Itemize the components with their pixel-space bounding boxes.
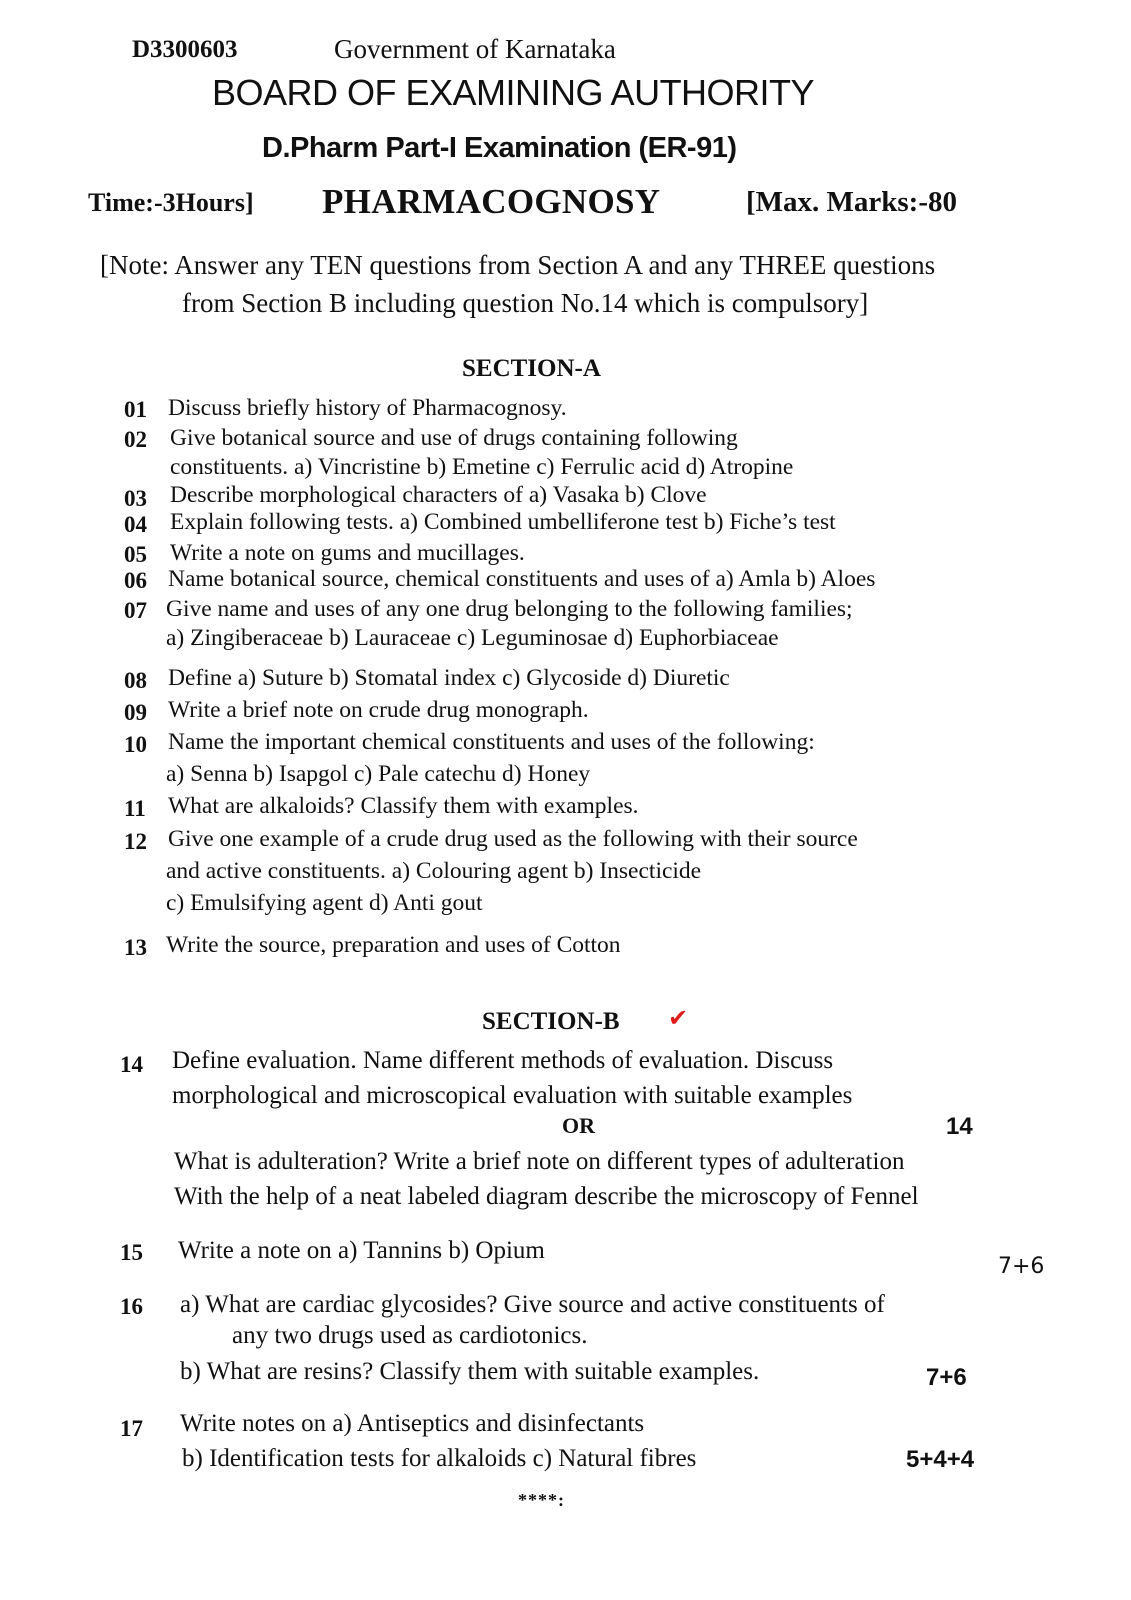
- question-number: 04: [124, 512, 147, 537]
- marks-allocation: 7+6: [926, 1364, 967, 1391]
- question-text: Write a note on gums and mucillages.: [170, 540, 525, 566]
- question-text: any two drugs used as cardiotonics.: [232, 1322, 588, 1349]
- question-text: With the help of a neat labeled diagram describe the microscopy of Fennel: [174, 1183, 919, 1210]
- instruction-note-line-2: from Section B including question No.14 which is compulsory]: [182, 288, 869, 318]
- question-number: 01: [124, 397, 147, 422]
- question-number: 12: [124, 829, 147, 854]
- question-text: What are alkaloids? Classify them with examples.: [168, 793, 639, 819]
- exam-title: D.Pharm Part-I Examination (ER-91): [262, 132, 737, 164]
- or-separator: OR: [562, 1113, 595, 1138]
- question-text: Name botanical source, chemical constituents and uses of a) Amla b) Aloes: [168, 566, 876, 592]
- question-text: a) Senna b) Isapgol c) Pale catechu d) Honey: [166, 761, 591, 787]
- question-text: Write a brief note on crude drug monograph.: [168, 697, 589, 723]
- max-marks: [Max. Marks:-80: [746, 186, 958, 218]
- section-a-heading: SECTION-A: [462, 355, 601, 382]
- question-text: Give one example of a crude drug used as the following with their source: [168, 826, 858, 852]
- question-text: Explain following tests. a) Combined umbelliferone test b) Fiche’s test: [170, 509, 836, 535]
- question-text: Write notes on a) Antiseptics and disinfectants: [180, 1410, 645, 1437]
- question-number: 09: [124, 700, 147, 725]
- end-of-paper-mark: ****:: [518, 1490, 565, 1510]
- question-number: 06: [124, 568, 147, 593]
- marks-allocation: 14: [946, 1113, 973, 1140]
- question-text: Define a) Suture b) Stomatal index c) Glycoside d) Diuretic: [168, 665, 730, 691]
- question-number: 13: [124, 935, 147, 960]
- time-allowed: Time:-3Hours]: [88, 188, 254, 217]
- question-text: Write a note on a) Tannins b) Opium: [178, 1237, 545, 1264]
- paper-code: D3300603: [132, 36, 238, 63]
- question-text: Define evaluation. Name different methods of evaluation. Discuss: [172, 1047, 834, 1074]
- question-text: b) What are resins? Classify them with suitable examples.: [180, 1358, 760, 1385]
- question-text: and active constituents. a) Colouring agent b) Insecticide: [166, 858, 702, 884]
- question-text: a) What are cardiac glycosides? Give source and active constituents of: [180, 1291, 885, 1318]
- question-text: Write the source, preparation and uses of Cotton: [166, 932, 621, 958]
- question-number: 05: [124, 542, 147, 567]
- question-text: morphological and microscopical evaluation with suitable examples: [172, 1082, 853, 1109]
- question-number: 07: [124, 598, 147, 623]
- section-b-heading: SECTION-B: [482, 1008, 620, 1035]
- question-number: 08: [124, 668, 147, 693]
- question-number: 15: [120, 1240, 143, 1265]
- question-number: 10: [124, 732, 147, 757]
- question-number: 16: [120, 1294, 143, 1319]
- question-text: Give botanical source and use of drugs containing following: [170, 425, 738, 451]
- board-heading: BOARD OF EXAMINING AUTHORITY: [212, 72, 815, 113]
- instruction-note-line-1: [Note: Answer any TEN questions from Section A and any THREE questions: [100, 250, 936, 280]
- marks-allocation: 5+4+4: [906, 1446, 975, 1473]
- question-text: Discuss briefly history of Pharmacognosy.: [168, 395, 567, 421]
- marks-allocation: 7+6: [998, 1254, 1045, 1279]
- question-number: 17: [120, 1416, 143, 1441]
- question-number: 11: [124, 796, 146, 821]
- subject-title: PHARMACOGNOSY: [322, 182, 661, 221]
- question-text: Give name and uses of any one drug belonging to the following families;: [166, 596, 853, 622]
- question-number: 02: [124, 427, 147, 452]
- question-text: a) Zingiberaceae b) Lauraceae c) Leguminosae d) Euphorbiaceae: [166, 625, 779, 651]
- question-text: c) Emulsifying agent d) Anti gout: [166, 890, 483, 916]
- government-heading: Government of Karnataka: [334, 34, 616, 64]
- question-number: 03: [124, 486, 147, 511]
- question-number: 14: [120, 1052, 143, 1077]
- question-text: What is adulteration? Write a brief note on different types of adulteration: [174, 1148, 905, 1175]
- question-text: b) Identification tests for alkaloids c) Natural fibres: [182, 1445, 697, 1472]
- question-text: Describe morphological characters of a) Vasaka b) Clove: [170, 482, 707, 508]
- question-text: Name the important chemical constituents and uses of the following:: [168, 729, 815, 755]
- checkmark-icon: ✔: [668, 1004, 689, 1032]
- question-text: constituents. a) Vincristine b) Emetine c) Ferrulic acid d) Atropine: [170, 454, 794, 480]
